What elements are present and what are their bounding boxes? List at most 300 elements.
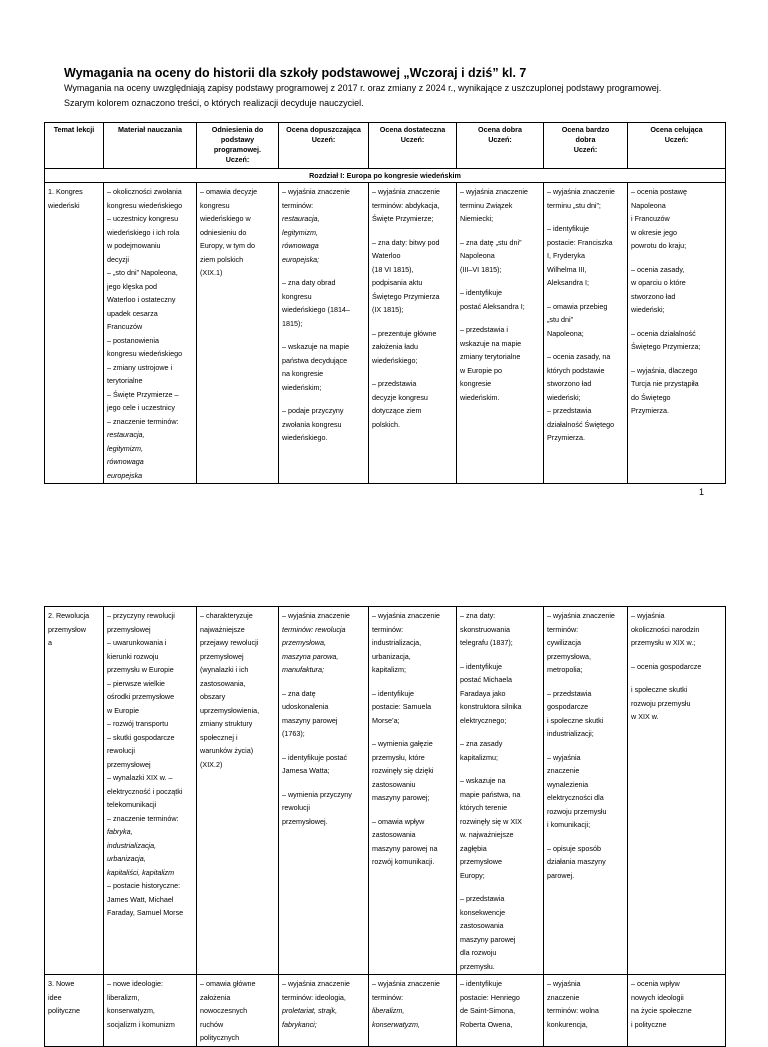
cell-line: rozwinęły się w XIX: [460, 816, 522, 826]
cell-line: udoskonalenia: [282, 702, 329, 711]
cell-line: Francuzów: [107, 322, 143, 331]
cell-line: a: [48, 638, 52, 647]
column-header: [279, 123, 369, 169]
cell-line: parowej.: [547, 870, 575, 880]
cell-line: – ocenia postawę: [631, 187, 687, 196]
cell-line: terminów: wolna: [547, 1006, 599, 1015]
cell-line: wiedeńskiego w: [200, 214, 251, 223]
cell-line: terminów:: [547, 624, 579, 634]
cell-line: założenia: [200, 992, 231, 1002]
table-cell: [369, 975, 457, 1047]
cell-line: terminu Związek: [460, 200, 513, 210]
cell-line: wiedeńskiego i ich rola: [107, 227, 180, 237]
cell-line: kongresu: [200, 200, 230, 210]
cell-line: legitymizm,: [282, 227, 318, 237]
cell-line: terminów: abdykacja,: [372, 200, 440, 210]
cell-line: znaczenie: [547, 766, 580, 775]
cell-line: 1815);: [282, 318, 303, 328]
cell-line: ziem polskich: [200, 254, 244, 264]
cell-line: – wyjaśnia, dlaczego: [631, 365, 698, 375]
cell-line: – przedstawia: [547, 688, 592, 698]
cell-line: – wskazuje na mapie: [282, 342, 350, 351]
column-header-line: Uczeń:: [664, 135, 689, 144]
table-cell: [197, 607, 279, 975]
cell-line: uprzemysłowienia,: [200, 705, 260, 715]
cell-line: konserwatyzm,: [107, 1006, 155, 1015]
table-cell: [197, 183, 279, 484]
cell-line: – wynalazki XIX w. –: [107, 773, 173, 782]
cell-line: – charakteryzuje: [200, 611, 253, 620]
table-cell: [628, 183, 726, 484]
table-cell: [104, 975, 197, 1047]
cell-line: rewolucji: [282, 803, 310, 812]
cell-line: Przymierza.: [631, 406, 669, 415]
cell-line: – nowe ideologie:: [107, 979, 163, 988]
table-row: [45, 607, 726, 975]
cell-line: Morse’a;: [372, 715, 400, 725]
column-header-line: Uczeń:: [488, 135, 512, 144]
cell-line: – identyfikuje postać: [282, 752, 348, 762]
cell-line: wiedeńskiego (1814–: [282, 305, 350, 314]
cell-line: społecznej i: [200, 732, 238, 742]
cell-line: – przedstawia i: [460, 325, 508, 334]
cell-line: zwołania kongresu: [282, 419, 342, 429]
cell-line: 2. Rewolucja: [48, 611, 90, 620]
cell-line: konsekwencje: [460, 907, 506, 917]
column-header: [104, 123, 197, 169]
cell-line: elektrycznego;: [460, 715, 507, 725]
cell-line: terminów:: [372, 624, 404, 634]
cell-line: Roberta Owena,: [460, 1019, 513, 1029]
cell-line: 1. Kongres: [48, 187, 83, 196]
cell-line: działalność Świętego: [547, 419, 615, 429]
cell-line: – uczestnicy kongresu: [107, 214, 179, 223]
cell-line: i społeczne skutki: [547, 715, 604, 725]
cell-line: równowaga: [282, 241, 319, 250]
cell-line: – wyjaśnia znaczenie: [282, 187, 350, 196]
cell-line: Świętego Przymierza: [372, 291, 440, 301]
cell-line: liberalizm,: [372, 1006, 405, 1015]
cell-line: Wilhelma III,: [547, 264, 587, 274]
cell-line: kongresie: [460, 379, 492, 388]
cell-line: równowaga: [107, 457, 144, 466]
column-header-line: dobra: [575, 135, 596, 144]
cell-line: jego klęska pod: [107, 281, 157, 291]
cell-line: Przymierza.: [547, 433, 585, 442]
cell-line: – wyjaśnia znaczenie: [372, 611, 440, 620]
column-header: [45, 123, 104, 169]
table-cell: [104, 607, 197, 975]
cell-line: kapitaliści, kapitalizm: [107, 867, 175, 877]
cell-line: powrotu do kraju;: [631, 241, 687, 250]
cell-line: dotyczące ziem: [372, 406, 422, 415]
cell-line: (wynalazki i ich: [200, 665, 249, 674]
cell-line: – ocenia zasady,: [631, 264, 685, 274]
cell-line: – opisuje sposób: [547, 843, 601, 853]
cell-line: – wskazuje na: [460, 776, 506, 785]
cell-line: upadek cesarza: [107, 308, 158, 318]
cell-line: przemysłow: [48, 624, 86, 634]
cell-line: europejska: [107, 470, 143, 480]
cell-line: – skutki gospodarcze: [107, 732, 175, 742]
cell-line: wiedeńskim.: [460, 392, 500, 402]
cell-line: Turcja nie przystąpiła: [631, 379, 699, 388]
document-note: Szarym kolorem oznaczono treści, o których realizacji decyduje nauczyciel.: [64, 98, 364, 108]
cell-line: europejska;: [282, 254, 320, 264]
cell-line: fabrykanci;: [282, 1019, 317, 1029]
cell-line: przemysłowa,: [282, 638, 326, 647]
table-cell: [457, 183, 544, 484]
cell-line: urbanizacja,: [107, 854, 146, 863]
cell-line: w Europie: [107, 705, 139, 715]
cell-line: legitymizm,: [107, 443, 143, 453]
table-cell: [369, 183, 457, 484]
cell-line: (III–VI 1815);: [460, 264, 502, 274]
cell-line: postacie: Henriego: [460, 992, 520, 1002]
cell-line: Europy, w tym do: [200, 241, 255, 250]
requirements-table-continued: [44, 606, 726, 1047]
cell-line: (18 VI 1815),: [372, 264, 414, 274]
table-cell: [544, 975, 628, 1047]
cell-line: liberalizm,: [107, 992, 140, 1002]
cell-line: Jamesa Watta;: [282, 766, 330, 775]
cell-line: telegrafu (1837);: [460, 638, 513, 647]
cell-line: politycznych: [200, 1033, 240, 1042]
cell-line: warunków życia): [200, 746, 254, 755]
cell-line: – zna daty obrad: [282, 278, 336, 287]
cell-line: I, Fryderyka: [547, 251, 585, 260]
cell-line: wynalezienia: [547, 779, 589, 789]
column-header: [544, 123, 628, 169]
cell-line: jego cele i uczestnicy: [107, 403, 175, 412]
cell-line: rozwoju przemysłu: [547, 806, 607, 816]
cell-line: stworzono ład: [547, 379, 592, 388]
column-header-line: Materiał nauczania: [118, 125, 182, 134]
column-header-line: Ocena dobra: [478, 125, 522, 134]
cell-line: których podstawie: [547, 365, 605, 375]
cell-line: metropolia;: [547, 665, 583, 674]
cell-line: podpisania aktu: [372, 278, 423, 287]
cell-line: manufaktura;: [282, 665, 324, 674]
cell-line: – zna datę „stu dni”: [460, 237, 522, 247]
column-header-line: Temat lekcji: [53, 125, 95, 134]
column-header-line: programowej.: [213, 145, 262, 154]
cell-line: i społeczne skutki: [631, 685, 688, 694]
page-number: 1: [699, 487, 705, 497]
cell-line: – wyjaśnia znaczenie: [282, 979, 350, 988]
cell-line: obszary: [200, 692, 226, 701]
cell-line: terminów: rewolucja: [282, 624, 346, 634]
cell-line: których terenie: [460, 803, 508, 812]
cell-line: wiedeńskiego.: [282, 433, 328, 442]
cell-line: mapie państwa, na: [460, 789, 521, 799]
cell-line: telekomunikacji: [107, 800, 157, 809]
cell-line: przemysłowej: [107, 624, 151, 634]
cell-line: zagłębia: [460, 843, 487, 853]
cell-line: – identyfikuje: [460, 661, 502, 671]
cell-line: – przedstawia: [547, 406, 592, 415]
cell-line: przemysłu w XIX w.;: [631, 638, 696, 647]
cell-line: gospodarcze: [547, 702, 589, 711]
cell-line: w okresie jego: [631, 227, 677, 237]
cell-line: – identyfikuje: [372, 688, 414, 698]
cell-line: restauracja,: [282, 214, 320, 223]
cell-line: kierunki rozwoju: [107, 651, 159, 661]
cell-line: okoliczności narodzin: [631, 624, 700, 634]
cell-line: zmiany struktury: [200, 719, 253, 728]
cell-line: Faraday, Samuel Morse: [107, 908, 184, 917]
document-subtitle: Wymagania na oceny uwzględniają zapisy podstawy programowej z 2017 r. oraz zmiany z 2024 r., wynikające z uszczuplonej podstawy programowej.: [64, 83, 662, 93]
cell-line: – uwarunkowania i: [107, 638, 167, 647]
cell-line: maszyny parowej na: [372, 843, 438, 853]
cell-line: Faradaya jako: [460, 688, 506, 698]
cell-line: – wyjaśnia znaczenie: [372, 187, 440, 196]
cell-line: – zna datę: [282, 688, 316, 698]
cell-line: – ocenia działalność: [631, 328, 696, 338]
cell-line: polskich.: [372, 419, 400, 429]
cell-line: industrializacja,: [372, 638, 422, 647]
cell-line: w podejmowaniu: [107, 241, 161, 250]
cell-line: – podaje przyczyny: [282, 406, 344, 415]
cell-line: maszyny parowej: [282, 715, 338, 725]
cell-line: – prezentuje główne: [372, 328, 437, 338]
cell-line: – znaczenie terminów:: [107, 416, 179, 426]
cell-line: – ocenia zasady, na: [547, 352, 611, 361]
cell-line: przemysłowej: [107, 759, 151, 769]
cell-line: 3. Nowe: [48, 979, 75, 988]
table-cell: [544, 607, 628, 975]
cell-line: kongresu: [282, 291, 312, 301]
cell-line: odniesieniu do: [200, 227, 247, 237]
cell-line: wiedeńskim;: [282, 382, 322, 392]
cell-line: – przyczyny rewolucji: [107, 611, 175, 620]
column-header-line: podstawy: [220, 135, 255, 144]
cell-line: (XIX.1): [200, 268, 223, 277]
cell-line: nowoczesnych: [200, 1006, 248, 1015]
column-header: [369, 123, 457, 169]
column-header: [457, 123, 544, 169]
cell-line: terminu „stu dni”;: [547, 200, 601, 210]
cell-line: terminów:: [282, 200, 314, 210]
cell-line: wiedeński;: [547, 392, 581, 402]
cell-line: Święte Przymierze;: [372, 214, 434, 223]
cell-line: zastosowania: [460, 921, 504, 930]
cell-line: idee: [48, 992, 62, 1002]
cell-line: Waterloo i ostateczny: [107, 295, 176, 304]
cell-line: – zmiany ustrojowe i: [107, 362, 173, 372]
table-cell: [45, 975, 104, 1047]
column-header-line: Ocena dopuszczająca: [286, 125, 361, 134]
cell-line: maszyny parowej: [460, 934, 516, 944]
cell-line: – zna daty: bitwy pod: [372, 237, 440, 247]
cell-line: Niemiecki;: [460, 214, 494, 223]
cell-line: – zna daty:: [460, 611, 496, 620]
cell-line: Napoleona: [631, 200, 666, 210]
cell-line: – wyjaśnia znaczenie: [372, 979, 440, 988]
cell-line: – rozwój transportu: [107, 719, 169, 728]
cell-line: – wyjaśnia: [547, 752, 581, 762]
cell-line: zastosowania: [372, 830, 416, 839]
cell-line: ruchów: [200, 1019, 224, 1029]
table-cell: [197, 975, 279, 1047]
table-cell: [45, 607, 104, 975]
cell-line: Napoleona: [460, 251, 495, 260]
cell-line: zastosowaniu: [372, 779, 416, 789]
cell-line: stworzono ład: [631, 291, 676, 301]
cell-line: – ocenia gospodarcze: [631, 661, 702, 671]
cell-line: (XIX.2): [200, 759, 223, 769]
cell-line: – wyjaśnia znaczenie: [282, 611, 350, 620]
cell-line: konstruktora silnika: [460, 702, 522, 711]
document-page-1: [0, 0, 768, 520]
cell-line: znaczenie: [547, 992, 580, 1002]
cell-line: maszyna parowa,: [282, 651, 339, 661]
cell-line: elektryczności dla: [547, 793, 604, 802]
table-header-row: [45, 123, 726, 169]
table-cell: [628, 975, 726, 1047]
cell-line: – postanowienia: [107, 335, 159, 345]
table-cell: [279, 183, 369, 484]
cell-line: industrializacja,: [107, 840, 157, 850]
cell-line: – okoliczności zwołania: [107, 187, 182, 196]
cell-line: wiedeńskiego;: [372, 355, 418, 365]
cell-line: na kongresie: [282, 369, 324, 378]
cell-line: dla rozwoju: [460, 948, 497, 957]
cell-line: – omawia przebieg: [547, 301, 608, 311]
cell-line: – wymienia gałęzie: [372, 739, 433, 748]
cell-line: – wymienia przyczyny: [282, 789, 352, 799]
cell-line: – „sto dni” Napoleona,: [107, 268, 178, 277]
cell-line: Napoleona;: [547, 328, 584, 338]
table-cell: [45, 183, 104, 484]
cell-line: fabryka,: [107, 827, 133, 836]
cell-line: przemysłu, które: [372, 752, 425, 762]
cell-line: – znaczenie terminów:: [107, 813, 179, 823]
cell-line: zmiany terytorialne: [460, 352, 521, 361]
cell-line: industrializacji;: [547, 729, 594, 738]
cell-line: wskazuje na mapie: [460, 338, 522, 348]
table-cell: [457, 975, 544, 1047]
cell-line: i polityczne: [631, 1019, 667, 1029]
column-header: [197, 123, 279, 169]
cell-line: przemysłowa,: [547, 651, 591, 661]
cell-line: postać Aleksandra I;: [460, 301, 525, 311]
cell-line: państwa decydujące: [282, 355, 348, 365]
cell-line: terminów:: [372, 992, 404, 1002]
cell-line: przemysłowej: [200, 651, 244, 661]
cell-line: maszyny parowej;: [372, 793, 430, 802]
cell-line: rozwoju przemysłu: [631, 698, 691, 708]
cell-line: Waterloo: [372, 251, 401, 260]
cell-line: polityczne: [48, 1006, 80, 1015]
cell-line: Europy;: [460, 870, 485, 880]
cell-line: postacie: Franciszka: [547, 237, 613, 247]
requirements-table: [44, 122, 726, 484]
cell-line: nowych ideologii: [631, 992, 684, 1002]
table-cell: [369, 607, 457, 975]
cell-line: konserwatyzm,: [372, 1019, 420, 1029]
cell-line: kongresu wiedeńskiego: [107, 200, 183, 210]
column-header-line: Uczeń:: [311, 135, 336, 144]
column-header-line: Ocena dostateczna: [379, 125, 446, 134]
cell-line: przemysłu w Europie: [107, 665, 174, 674]
cell-line: rozwinęły się dzięki: [372, 766, 434, 775]
cell-line: urbanizacja,: [372, 651, 411, 661]
cell-line: decyzje kongresu: [372, 392, 428, 402]
cell-line: działania maszyny: [547, 857, 606, 866]
cell-line: „stu dni”: [547, 315, 573, 324]
cell-line: – wyjaśnia znaczenie: [547, 187, 615, 196]
cell-line: – identyfikuje: [460, 979, 502, 988]
cell-line: – zna zasady: [460, 739, 503, 748]
chapter-row: [45, 169, 726, 183]
cell-line: postać Michaela: [460, 675, 512, 684]
cell-line: – przedstawia: [460, 894, 505, 903]
cell-line: Świętego Przymierza;: [631, 342, 701, 351]
cell-line: – wyjaśnia: [547, 979, 581, 988]
cell-line: decyzji: [107, 254, 129, 264]
cell-line: proletariat, strajk,: [282, 1006, 338, 1015]
column-header: [628, 123, 726, 169]
table-row: [45, 975, 726, 1047]
cell-line: – wyjaśnia znaczenie: [460, 187, 528, 196]
table-cell: [544, 183, 628, 484]
cell-line: i Francuzów: [631, 214, 670, 223]
cell-line: kapitalizmu;: [460, 752, 498, 762]
chapter-title: Rozdział I: Europa po kongresie wiedeńskim: [45, 169, 726, 183]
cell-line: (IX 1815);: [372, 305, 404, 314]
cell-line: – identyfikuje: [547, 224, 589, 233]
document-page-2: [0, 520, 768, 1042]
cell-line: kapitalizm;: [372, 665, 406, 674]
cell-line: – postacie historyczne:: [107, 881, 181, 890]
table-row: [45, 183, 726, 484]
table-cell: [279, 607, 369, 975]
table-cell: [628, 607, 726, 975]
cell-line: – ocenia wpływ: [631, 979, 680, 988]
cell-line: cywilizacja: [547, 638, 581, 647]
cell-line: do Świętego: [631, 392, 671, 402]
column-header-line: Odniesienia do: [211, 125, 264, 134]
cell-line: w XIX w.: [631, 712, 659, 721]
cell-line: przemysłowej.: [282, 816, 328, 826]
cell-line: ośrodki przemysłowe: [107, 692, 175, 701]
cell-line: w Europie po: [460, 365, 502, 375]
column-header-line: Uczeń:: [400, 135, 425, 144]
cell-line: Aleksandra I;: [547, 278, 589, 287]
cell-line: – wyjaśnia znaczenie: [547, 611, 615, 620]
column-header-line: Ocena celująca: [650, 125, 703, 134]
cell-line: w. najważniejsze: [460, 830, 514, 839]
cell-line: zastosowania,: [200, 678, 246, 688]
cell-line: – wyjaśnia: [631, 611, 665, 620]
cell-line: i komunikacji;: [547, 820, 591, 829]
column-header-line: Uczeń:: [225, 155, 250, 164]
cell-line: konkurencja,: [547, 1019, 588, 1029]
cell-line: skonstruowania: [460, 624, 510, 634]
cell-line: de Saint-Simona,: [460, 1006, 516, 1015]
cell-line: – przedstawia: [372, 379, 417, 388]
cell-line: James Watt, Michael: [107, 894, 174, 904]
cell-line: – identyfikuje: [460, 288, 502, 297]
cell-line: w oparciu o które: [631, 278, 686, 287]
cell-line: założenia ładu: [372, 342, 418, 351]
table-cell: [279, 975, 369, 1047]
cell-line: rewolucji: [107, 746, 135, 755]
cell-line: terminów: ideologia,: [282, 992, 346, 1002]
cell-line: rozwój komunikacji.: [372, 857, 435, 866]
cell-line: wiedeński;: [631, 305, 665, 314]
